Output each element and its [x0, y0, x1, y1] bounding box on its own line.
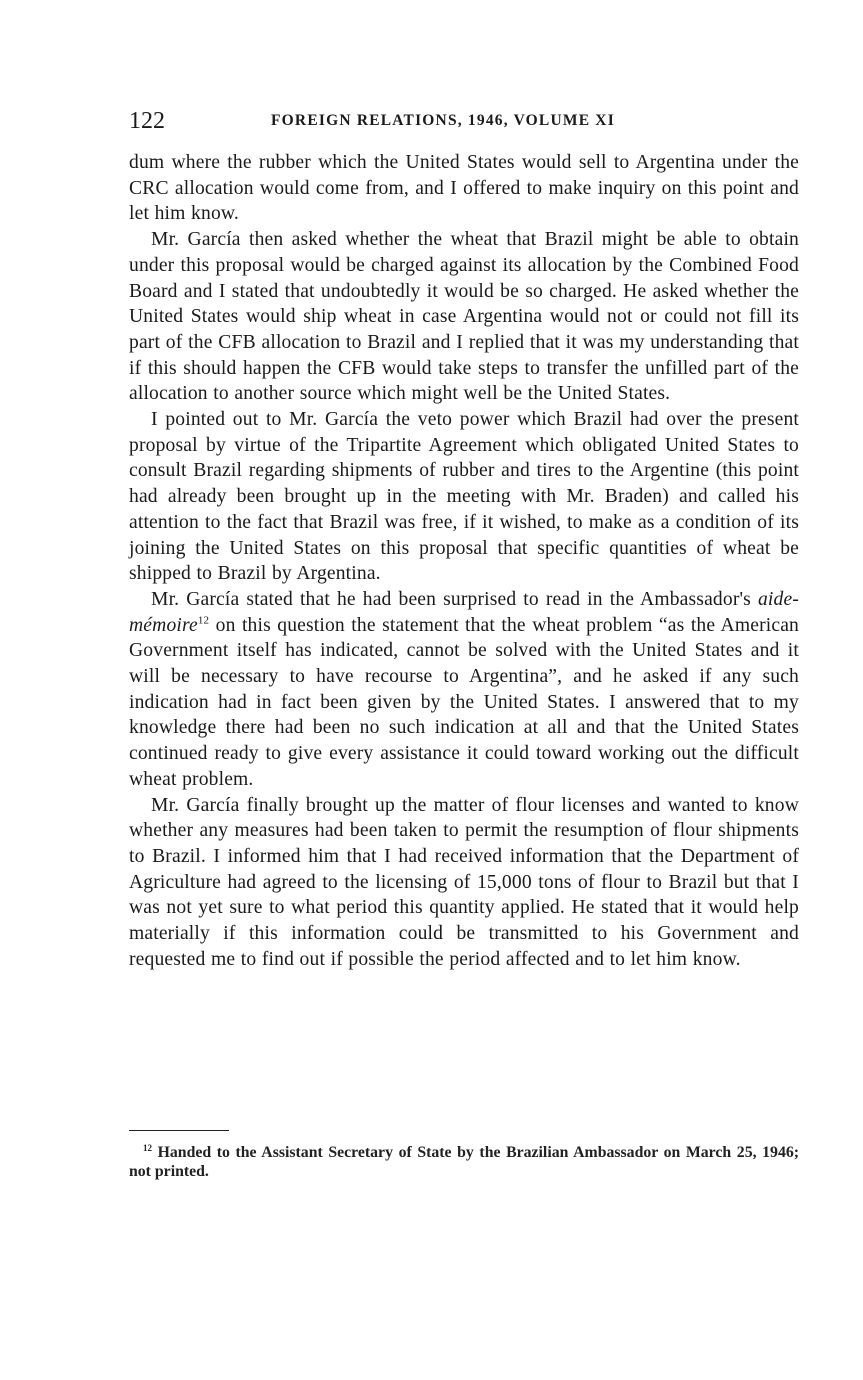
- footnote: [129, 1143, 799, 1181]
- paragraph-aide-memoire: [129, 587, 799, 793]
- footnote-marker: 12: [143, 1142, 152, 1153]
- aide-memoire-italic: aide-mémoire: [129, 588, 799, 636]
- running-title: FOREIGN RELATIONS, 1946, VOLUME XI: [271, 112, 615, 129]
- body-text: [129, 150, 799, 973]
- paragraph-continuation: dum where the rubber which the United States would sell to Argentina under the CRC allocation would come from, and I offered to make inquiry on this point and let him know.: [129, 152, 799, 225]
- footnote-text: Handed to the Assistant Secretary of State by the Brazilian Ambassador on March 25, 1946; not printed.: [129, 1144, 799, 1180]
- aide-memoire-text-before: Mr. García stated that he had been surprised to read in the Ambassador's: [151, 588, 751, 610]
- paragraph-wheat-allocation: Mr. García then asked whether the wheat that Brazil might be able to obtain under this proposal would be charged against its allocation by the Combined Food Board and I stated that undoubtedly it would be so charged. He asked whether the United States would ship wheat in case Argentina would not or could not fill its part of the CFB allocation to Brazil and I replied that it was my understanding that if this should happen the CFB would take steps to transfer the unfilled part of the allocation to another source which might well be the United States.: [129, 229, 799, 405]
- running-head: [129, 106, 799, 136]
- paragraph-veto-power: I pointed out to Mr. García the veto power which Brazil had over the present proposal by virtue of the Tripartite Agreement which obligated United States to consult Brazil regarding shipments of rubber and tires to the Argentine (this point had already been brought up in the meeting with Mr. Braden) and called his attention to the fact that Brazil was free, if it wished, to make as a condition of its joining the United States on this proposal that specific quantities of wheat be shipped to Brazil by Argentina.: [129, 409, 799, 585]
- footnote-reference: 12: [197, 614, 210, 627]
- footnote-divider: [129, 1130, 229, 1131]
- aide-memoire-text-after: on this question the statement that the wheat problem “as the American Government itself has indicated, cannot be solved with the United States and it will be necessary to have recourse to Argentina”, and he asked if any such indication had in fact been given by the United States. I answered that to my knowledge there had been no such indication at all and that the United States continued ready to give every assistance it could toward working out the difficult wheat problem.: [129, 614, 799, 790]
- page-number: 122: [129, 108, 165, 134]
- paragraph-flour-licenses: Mr. García finally brought up the matter of flour licenses and wanted to know whether any measures had been taken to permit the resumption of flour shipments to Brazil. I informed him that I had received information that the Department of Agriculture had agreed to the licensing of 15,000 tons of flour to Brazil but that I was not yet sure to what period this quantity applied. He stated that it would help materially if this information could be transmitted to his Government and requested me to find out if possible the period affected and to let him know.: [129, 794, 799, 970]
